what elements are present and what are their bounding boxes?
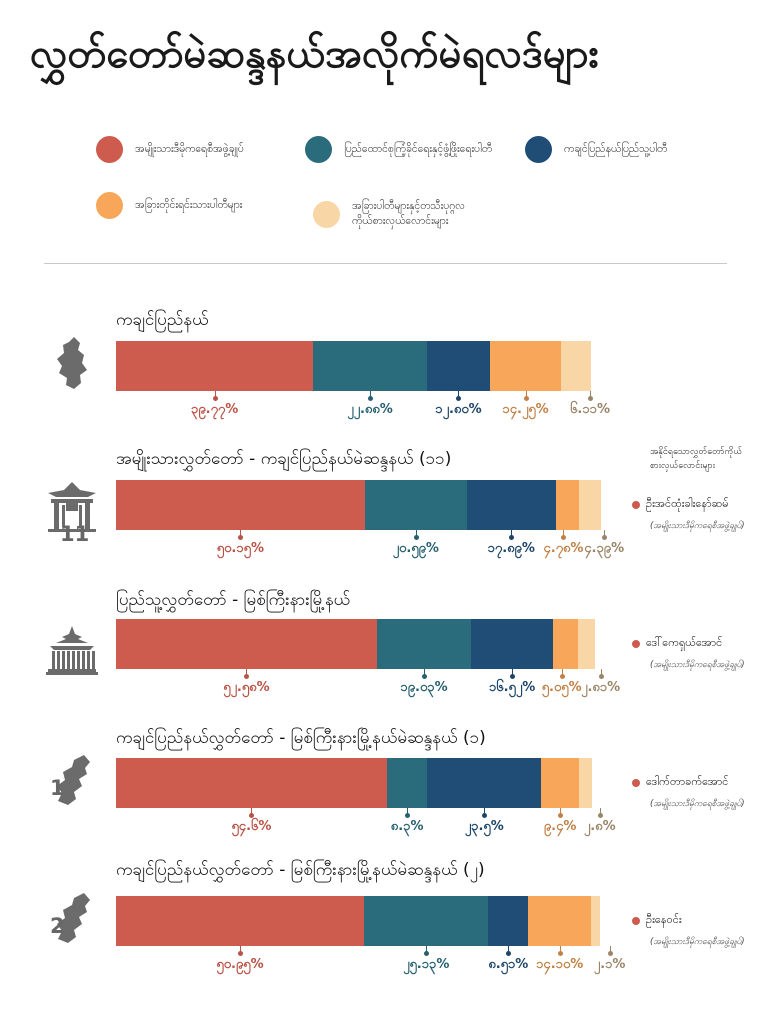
value-label: ၅၀.၉၅% [216, 957, 264, 972]
legend-item-other_independent [313, 199, 465, 229]
legend-label: ပြည်ထောင်စုကြံ့ခိုင်ရေးနှင့်ဖွံ့ဖြိုးရေးပါတီ [344, 142, 493, 155]
legend-label: အမျိုးသားဒီမိုကရေစီအဖွဲ့ချုပ် [135, 142, 244, 155]
bar-segment-kdp [427, 758, 541, 808]
stacked-bar [116, 341, 591, 391]
winner-party: (အမျိုးသားဒီမိုကရေစီအဖွဲ့ချုပ်) [650, 521, 745, 531]
bar-segment-kspp [364, 896, 488, 946]
bar-segment-nld [116, 341, 313, 391]
bar-segment-nld [116, 758, 387, 808]
legend-item-other_ethnic [96, 192, 242, 219]
value-label: ၁၇.၈၉% [487, 541, 535, 556]
chart-title: ကချင်ပြည်နယ် [116, 310, 209, 330]
stacked-bar [116, 480, 601, 530]
bar-segment-nld [116, 896, 364, 946]
winner-party-dot [632, 779, 640, 787]
bar-segment-kspp [377, 619, 471, 669]
divider [44, 263, 727, 264]
stacked-bar [116, 896, 600, 946]
value-label: ၉.၄% [543, 819, 577, 834]
bar-segment-other_independent [561, 341, 591, 391]
value-label: ၆.၁၁% [570, 402, 611, 417]
value-label: ၅၂.၅၈% [223, 680, 270, 695]
value-label: ၂၀.၅၉% [392, 541, 439, 556]
winner-party-dot [632, 640, 640, 648]
bar-segment-other_independent [578, 619, 595, 669]
value-label: ၁၄.၁၀% [536, 957, 584, 972]
bar-segment-kdp [488, 896, 528, 946]
value-label: ၂.၈% [583, 819, 616, 834]
winner-name: ဦးအင်ထုံးခါးနော်ဆမ် [646, 497, 729, 510]
bar-segment-other_ethnic [490, 341, 561, 391]
bar-segment-kdp [471, 619, 553, 669]
value-label: ၂၂.၈၈% [347, 402, 393, 417]
value-label: ၁၂.၈၀% [435, 402, 482, 417]
legend-label: အခြားပါတီများနှင့်တသီးပုဂ္ဂလ ကိုယ်စားလှယ်လောင်းများ [352, 200, 466, 228]
bar-segment-other_ethnic [553, 619, 578, 669]
bar-segment-other_independent [579, 480, 601, 530]
chart-title: ကချင်ပြည်နယ်လွှတ်တော် - မြစ်ကြီးနားမြို့နယ်မဲဆန္ဒနယ် (၁) [116, 728, 486, 748]
bar-segment-kdp [427, 341, 490, 391]
legend-item-kdp [525, 136, 667, 163]
legend-swatch [96, 192, 123, 219]
legend-label: ကချင်ပြည်နယ်ပြည်သူ့ပါတီ [564, 142, 668, 155]
value-label: ၅၀.၁၅% [216, 541, 264, 556]
legend-item-kspp [305, 136, 492, 163]
constituency-number: 2 [50, 914, 65, 938]
bar-segment-other_ethnic [556, 480, 580, 530]
bar-segment-other_independent [579, 758, 592, 808]
bar-segment-kspp [387, 758, 428, 808]
value-label: ၈.၅၁% [488, 957, 529, 972]
bar-segment-kdp [467, 480, 556, 530]
constituency-number: 11 [60, 522, 90, 546]
value-label: ၅.၀၅% [541, 680, 582, 695]
stacked-bar [116, 619, 595, 669]
value-label: ၈.၃% [390, 819, 424, 834]
value-label: ၁၆.၅၂% [488, 680, 536, 695]
winner-name: ဒေါက်တာခက်အောင် [646, 775, 729, 788]
winners-column-header: အနိုင်ရသောလွှတ်တော်ကိုယ် စားလှယ်လောင်းများ [650, 447, 743, 471]
bar-segment-nld [116, 480, 365, 530]
legend-label: အခြားတိုင်းရင်းသားပါတီများ [135, 198, 243, 211]
legend-swatch [305, 136, 332, 163]
value-label: ၂.၁% [593, 957, 626, 972]
value-label: ၂၃.၅% [464, 819, 504, 834]
value-label: ၃၉.၇၇% [191, 402, 239, 417]
legend-item-nld [96, 136, 244, 163]
kachin-state-map-icon [44, 335, 100, 391]
value-label: ၁၄.၂၅% [502, 402, 549, 417]
bar-segment-other_ethnic [528, 896, 591, 946]
bar-segment-kspp [313, 341, 426, 391]
parliament-building-icon [44, 622, 100, 678]
icon-container [44, 335, 100, 395]
winner-party: (အမျိုးသားဒီမိုကရေစီအဖွဲ့ချုပ်) [650, 660, 745, 670]
value-label: ၂.၈၁% [581, 680, 621, 695]
value-label: ၂၅.၁၃% [403, 957, 450, 972]
value-label: ၄.၃၉% [584, 541, 625, 556]
value-label: ၁၉.၀၃% [400, 680, 448, 695]
winner-party-dot [632, 501, 640, 509]
winner-name: ဒေါ်ကေရှယ်အောင် [646, 636, 723, 649]
winner-party-dot [632, 917, 640, 925]
value-label: ၅၄.၆% [231, 819, 272, 834]
winner-party: (အမျိုးသားဒီမိုကရေစီအဖွဲ့ချုပ်) [650, 937, 745, 947]
bar-segment-kspp [365, 480, 467, 530]
winner-name: ဦးနေဝင်း [646, 913, 682, 926]
chart-title: ကချင်ပြည်နယ်လွှတ်တော် - မြစ်ကြီးနားမြို့နယ်မဲဆန္ဒနယ် (၂) [116, 860, 485, 880]
legend-swatch [525, 136, 552, 163]
constituency-number: 1 [50, 776, 65, 800]
chart-title: ပြည်သူ့လွှတ်တော် - မြစ်ကြီးနားမြို့နယ် [116, 590, 351, 610]
bar-segment-other_ethnic [541, 758, 579, 808]
legend-swatch [96, 136, 123, 163]
page-title: လွှတ်တော်မဲဆန္ဒနယ်အလိုက်မဲရလဒ်များ [30, 31, 599, 77]
legend-swatch [313, 201, 340, 228]
winner-party: (အမျိုးသားဒီမိုကရေစီအဖွဲ့ချုပ်) [650, 799, 745, 809]
bar-segment-other_independent [591, 896, 600, 946]
stacked-bar [116, 758, 592, 808]
value-label: ၄.၇၈% [543, 541, 584, 556]
bar-segment-nld [116, 619, 377, 669]
icon-container [44, 622, 100, 682]
chart-title: အမျိုးသားလွှတ်တော် - ကချင်ပြည်နယ်မဲဆန္ဒနယ် (၁၁) [116, 449, 452, 469]
